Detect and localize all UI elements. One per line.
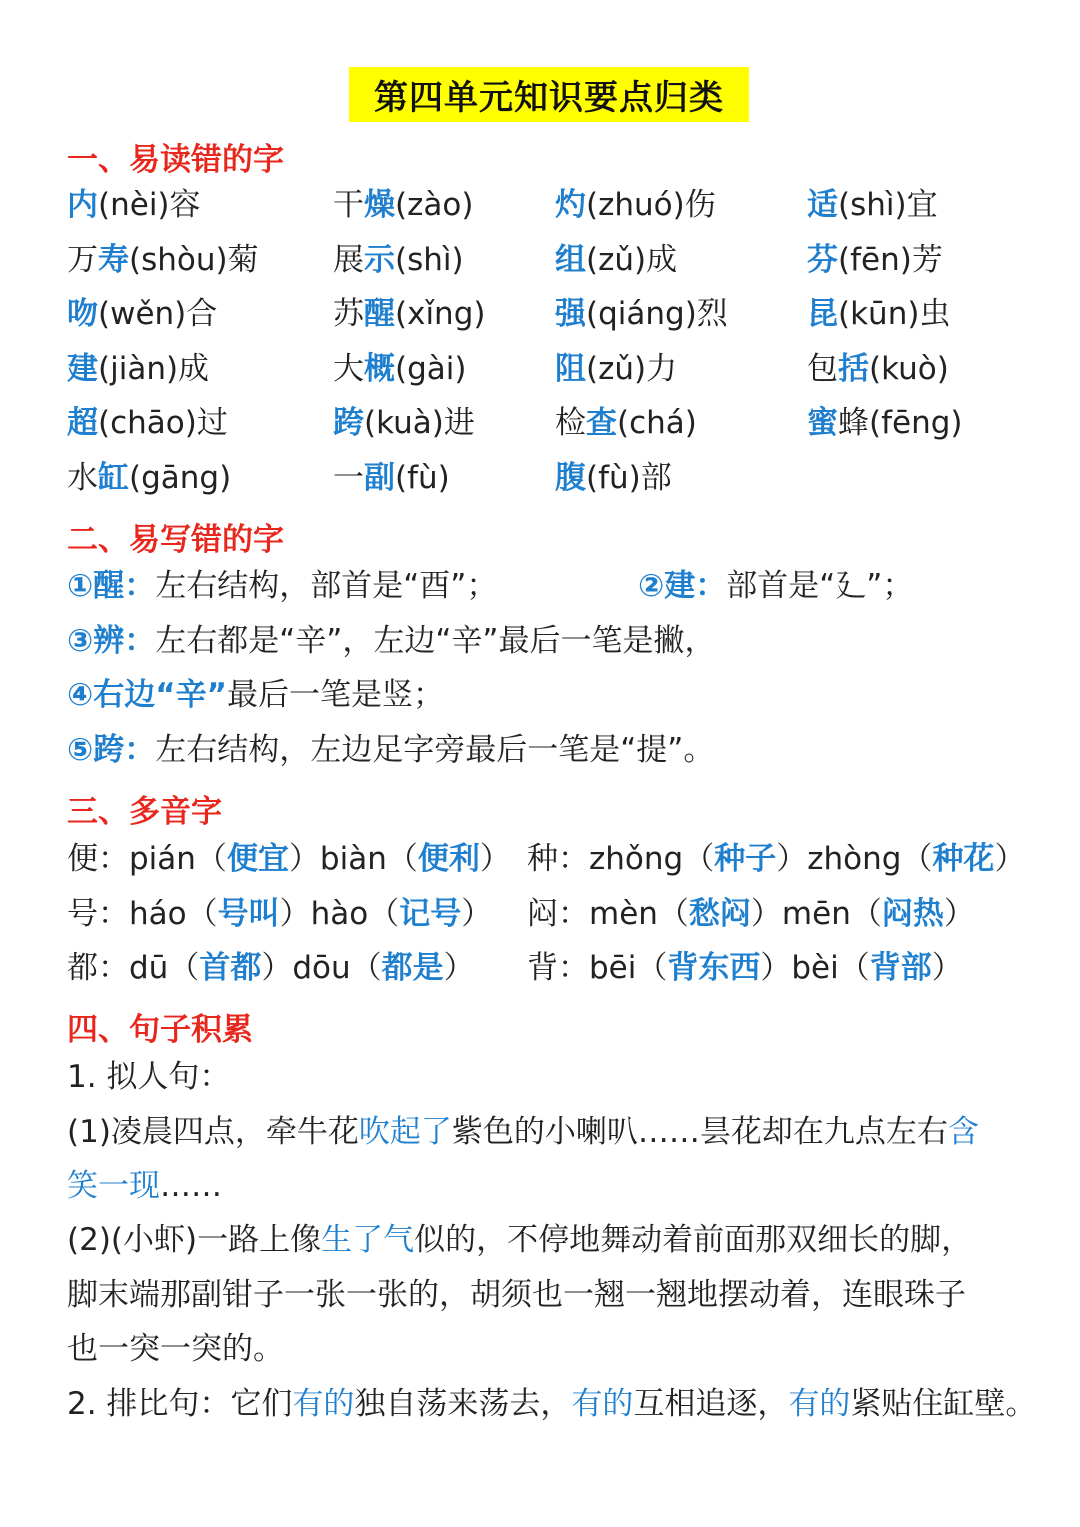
section-heading-misread: 一、易读错的字 bbox=[67, 142, 284, 178]
sentence-line: 也一突一突的。 bbox=[67, 1331, 284, 1367]
misread-word: 超(chāo)过 bbox=[67, 405, 228, 441]
sentence-line: 笑一现…… bbox=[67, 1168, 222, 1204]
section-heading-sentences: 四、句子积累 bbox=[67, 1012, 253, 1048]
polyphone-entry: 都：dū（首都）dōu（都是） bbox=[67, 950, 475, 986]
page-title: 第四单元知识要点归类 bbox=[349, 67, 749, 122]
polyphone-entry: 便：pián（便宜）biàn（便利） bbox=[67, 841, 511, 877]
polyphone-entry: 种：zhǒng（种子）zhòng（种花） bbox=[527, 841, 1026, 877]
misread-word: 水缸(gāng) bbox=[67, 459, 232, 496]
misread-word: 检查(chá) bbox=[555, 405, 697, 441]
misread-word: 苏醒(xǐng) bbox=[333, 296, 486, 332]
misread-word: 吻(wěn)合 bbox=[67, 296, 218, 332]
section-heading-miswrite: 二、易写错的字 bbox=[67, 522, 284, 558]
misread-word: 强(qiáng)烈 bbox=[555, 296, 728, 332]
misread-word: 适(shì)宜 bbox=[807, 187, 938, 223]
polyphone-entry: 闷：mèn（愁闷）mēn（闷热） bbox=[527, 895, 975, 932]
miswrite-item: ②建：部首是“廴”； bbox=[638, 568, 914, 604]
miswrite-item: ⑤跨：左右结构，左边足字旁最后一笔是“提”。 bbox=[67, 732, 715, 768]
misread-word: 包括(kuò) bbox=[807, 350, 949, 387]
misread-word: 组(zǔ)成 bbox=[555, 241, 678, 278]
misread-word: 展示(shì) bbox=[333, 241, 464, 278]
sentence-line: 脚末端那副钳子一张一张的，胡须也一翘一翘地摆动着，连眼珠子 bbox=[67, 1277, 966, 1313]
misread-word: 建(jiàn)成 bbox=[67, 350, 210, 387]
misread-word: 万寿(shòu)菊 bbox=[67, 241, 259, 278]
misread-word: 阻(zǔ)力 bbox=[555, 350, 678, 387]
misread-word: 芬(fēn)芳 bbox=[807, 241, 943, 278]
misread-word: 内(nèi)容 bbox=[67, 187, 201, 223]
misread-word: 一副(fù) bbox=[333, 459, 450, 496]
misread-word: 昆(kūn)虫 bbox=[807, 296, 951, 332]
misread-word: 干燥(zào) bbox=[333, 187, 474, 223]
sentence-line: 2. 排比句：它们有的独自荡来荡去，有的互相追逐，有的紧贴住缸壁。 bbox=[67, 1386, 1037, 1422]
polyphone-entry: 号：háo（号叫）hào（记号） bbox=[67, 895, 493, 932]
miswrite-item: ①醒：左右结构，部首是“酉”； bbox=[67, 568, 498, 604]
sentence-line: (2)(小虾)一路上像生了气似的，不停地舞动着前面那双细长的脚， bbox=[67, 1222, 973, 1258]
misread-word: 灼(zhuó)伤 bbox=[555, 187, 716, 223]
misread-word: 腹(fù)部 bbox=[555, 459, 672, 496]
misread-word: 大概(gài) bbox=[333, 350, 467, 387]
misread-word: 跨(kuà)进 bbox=[333, 405, 475, 441]
misread-word: 蜜蜂(fēng) bbox=[807, 405, 963, 441]
polyphone-entry: 背：bēi（背东西）bèi（背部） bbox=[527, 950, 963, 986]
section-heading-polyphones: 三、多音字 bbox=[67, 794, 222, 830]
sentence-line: (1)凌晨四点，牵牛花吹起了紫色的小喇叭……昙花却在九点左右含 bbox=[67, 1114, 979, 1150]
sentence-line: 1. 拟人句： bbox=[67, 1059, 231, 1095]
miswrite-item: ④右边“辛”最后一笔是竖； bbox=[67, 677, 444, 713]
miswrite-item: ③辨：左右都是“辛”，左边“辛”最后一笔是撇， bbox=[67, 623, 716, 659]
